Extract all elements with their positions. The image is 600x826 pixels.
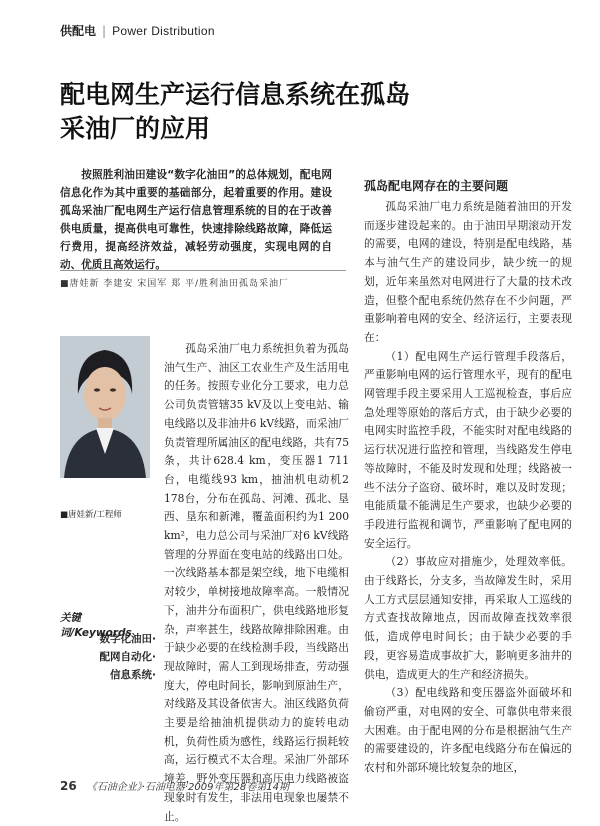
body-paragraph: （3）配电线路和变压器盗外面破坏和偷窃严重，对电网的安全、可靠供电带来很大困难。由于配电网的分布是根据油气生产的需要建设的，许多配电线路分布在偏远的农村和外部环境比较复杂的地区， — [364, 686, 572, 775]
author-photo — [60, 336, 150, 478]
section-name-cn: 供配电 — [60, 24, 97, 38]
photo-caption: ■唐娃新/工程师 — [60, 510, 122, 520]
page-number: 26 — [60, 779, 77, 793]
body-paragraph: （2）事故应对措施少，处理效率低。由于线路长，分支多，当故障发生时，采用人工方式层层通知安排，再采取人工巡线的方式查找故障地点，因而故障查找效率很低，造成停电时间长；由于缺少必要的手段，更容易造成事故扩大，影响更多油井的供电，造成更大的生产和经济损失。 — [364, 555, 572, 681]
abstract: 按照胜利油田建设“数字化油田”的总体规划，配电网信息化作为其中重要的基础部分，起着重要的作用。建设孤岛采油厂配电网生产运行信息管理系统的目的在于改善供电质量，提高供电可靠性，快速排除线路故障，降低运行费用，提高经济效益，减轻劳动强度，实现电网的自动、优质且高效运行。 — [60, 169, 332, 271]
title-line-2: 采油厂的应用 — [60, 114, 211, 143]
header-divider: | — [102, 24, 107, 38]
keyword-item: 信息系统· — [110, 669, 156, 681]
body-paragraph: 孤岛采油厂电力系统是随着油田的开发而逐步建设起来的。由于油田早期滚动开发的需要，电网的建设，特别是配电线路，基本与油气生产的建设同步，缺少统一的规划，近年来虽然对电网进行了大量的技术改造，但整个配电系统仍然存在不少问题，严重影响着电网的安全、经济运行，主要表现在： — [364, 200, 572, 344]
keywords-heading: 关键词/Keywords — [60, 612, 132, 639]
section-header — [60, 22, 215, 39]
article-title — [60, 78, 410, 146]
body-paragraph: （1）配电网生产运行管理手段落后，严重影响电网的运行管理水平，现有的配电网管理手段主要采用人工巡视检查，事后应急处理等原始的落后方式，由于缺少必要的电网实时监控手段，不能实时对配电线路的运行状况进行监控和管理，当线路发生停电等故障时，不能及时发现和处理；线路被一些不法分子盗窃、破坏时，难以及时发现；电能质量不能满足生产要求，也缺少必要的手段进行监视和调节，严重影响了配电网的安全运行。 — [364, 349, 572, 550]
body-column-right — [364, 176, 572, 778]
page-footer — [60, 778, 289, 793]
title-line-1: 配电网生产运行信息系统在孤岛 — [60, 80, 411, 109]
section-name-en: Power Distribution — [112, 24, 215, 38]
keyword-item: 数字化油田· — [99, 633, 156, 645]
journal-info: 《石油企业》·石油电器·2009年第28卷第14期 — [86, 782, 289, 793]
author-line: ■唐娃新 李建安 宋国军 郑 平/胜利油田孤岛采油厂 — [60, 279, 289, 289]
abstract-divider — [60, 270, 346, 271]
body-paragraph: 孤岛采油厂电力系统担负着为孤岛油气生产、油区工农业生产及生活用电的任务。按照专业化分工要求，电力总公司负责管辖35 kV及以上变电站、输电线路以及非油井6 kV线路，而采油厂负责管理所属油区的配电线路，共有75条，共计628.4 km，变压器1 711台，电缆线93 km，抽油机电动机2 178台，分布在孤岛、河滩、孤北、垦西、垦东和新滩，覆盖面积约为1 200 km²，电力总公司与采油厂对6 kV线路管理的分界面在变电站的线路出口处。一次线路基本都是架空线，地下电缆相对较少，单树接地故障率高。一般情况下，油井分布面积广，供电线路地形复杂，声率甚生，线路故障排除困难。由于缺少必要的在线检测手段，当线路出现故障时，需人工到现场排查，劳动强度大，停电时间长，影响到原油生产，对线路及其设备依害大。油区线路负荷主要是给抽油机提供动力的旋转电动机，负荷性质为感性，线路运行损耗较高，运行模式不太合理。采油厂外部环境差，野外变压器和高压电力线路被盗现象时有发生，非法用电现象也屡禁不止。 — [164, 342, 349, 823]
keywords-list — [60, 630, 156, 684]
keyword-item: 配网自动化· — [99, 651, 156, 663]
section-heading: 孤岛配电网存在的主要问题 — [364, 179, 509, 193]
body-column-left — [164, 340, 349, 826]
